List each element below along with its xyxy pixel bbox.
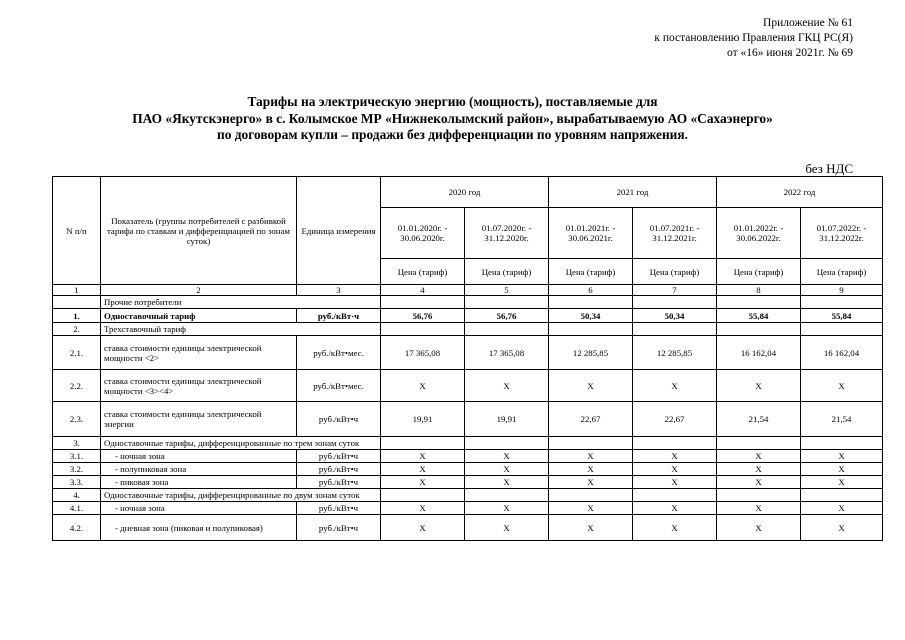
tariff-value: X bbox=[381, 463, 465, 476]
empty-cell bbox=[381, 323, 465, 336]
header-period: 01.01.2021г. - 30.06.2021г. bbox=[549, 208, 633, 259]
row-unit: руб./кВт•мес. bbox=[297, 336, 381, 370]
tariff-value: 17 365,08 bbox=[381, 336, 465, 370]
col-number: 5 bbox=[465, 285, 549, 296]
col-number: 9 bbox=[801, 285, 883, 296]
tariff-value: 55,84 bbox=[717, 309, 801, 323]
group-label: Трехставочный тариф bbox=[101, 323, 381, 336]
row-label: - дневная зона (пиковая и полупиковая) bbox=[101, 515, 297, 541]
empty-cell bbox=[801, 437, 883, 450]
table-row bbox=[53, 463, 883, 476]
tariff-value: X bbox=[801, 370, 883, 402]
row-label: Одноставочный тариф bbox=[101, 309, 297, 323]
table-row bbox=[53, 309, 883, 323]
tariff-value: X bbox=[633, 515, 717, 541]
row-unit: руб./кВт•ч bbox=[297, 502, 381, 515]
table-row bbox=[53, 450, 883, 463]
empty-cell bbox=[465, 489, 549, 502]
table-row bbox=[53, 402, 883, 437]
header-price: Цена (тариф) bbox=[633, 259, 717, 285]
row-number: 2. bbox=[53, 323, 101, 336]
header-price: Цена (тариф) bbox=[801, 259, 883, 285]
tariff-value: X bbox=[549, 450, 633, 463]
tariff-table bbox=[52, 176, 883, 541]
empty-cell bbox=[381, 489, 465, 502]
title-line-3: по договорам купли – продажи без дифференциации по уровням напряжения. bbox=[217, 127, 688, 142]
row-number: 3.3. bbox=[53, 476, 101, 489]
tariff-value: X bbox=[801, 502, 883, 515]
table-group-row bbox=[53, 296, 883, 309]
header-period: 01.07.2021г. - 31.12.2021г. bbox=[633, 208, 717, 259]
row-number bbox=[53, 296, 101, 309]
empty-cell bbox=[801, 489, 883, 502]
tariff-value: 22,67 bbox=[549, 402, 633, 437]
tariff-value: 56,76 bbox=[381, 309, 465, 323]
appendix-block bbox=[654, 16, 853, 61]
tariff-value: X bbox=[549, 370, 633, 402]
empty-cell bbox=[381, 296, 465, 309]
tariff-value: X bbox=[801, 476, 883, 489]
row-label: ставка стоимости единицы электрической энергии bbox=[101, 402, 297, 437]
tariff-value: X bbox=[717, 476, 801, 489]
empty-cell bbox=[549, 323, 633, 336]
header-price: Цена (тариф) bbox=[717, 259, 801, 285]
row-unit: руб./кВт·ч bbox=[297, 309, 381, 323]
row-number: 4.1. bbox=[53, 502, 101, 515]
tariff-value: X bbox=[549, 476, 633, 489]
col-number: 7 bbox=[633, 285, 717, 296]
tariff-value: X bbox=[633, 463, 717, 476]
header-unit: Единица измерения bbox=[297, 177, 381, 285]
row-unit: руб./кВт•ч bbox=[297, 463, 381, 476]
tariff-value: X bbox=[801, 515, 883, 541]
tariff-value: X bbox=[717, 463, 801, 476]
header-indicator: Показатель (группы потребителей с разбивкой тарифа по ставкам и дифференциацией по зонам суток) bbox=[101, 177, 297, 285]
tariff-value: 19,91 bbox=[465, 402, 549, 437]
row-label: - ночная зона bbox=[101, 502, 297, 515]
tariff-value: X bbox=[717, 450, 801, 463]
row-unit: руб./кВт•ч bbox=[297, 515, 381, 541]
row-number: 1. bbox=[53, 309, 101, 323]
document-title bbox=[0, 94, 905, 144]
tariff-value: X bbox=[381, 450, 465, 463]
header-num: N п/п bbox=[53, 177, 101, 285]
table-group-row bbox=[53, 489, 883, 502]
tariff-value: 16 162,04 bbox=[717, 336, 801, 370]
tariff-value: 21,54 bbox=[717, 402, 801, 437]
tariff-value: 55,84 bbox=[801, 309, 883, 323]
tariff-value: X bbox=[717, 370, 801, 402]
tariff-value: X bbox=[633, 502, 717, 515]
empty-cell bbox=[717, 296, 801, 309]
row-label: ставка стоимости единицы электрической мощности <3><4> bbox=[101, 370, 297, 402]
tariff-value: 16 162,04 bbox=[801, 336, 883, 370]
title-line-1: Тарифы на электрическую энергию (мощность), поставляемые для bbox=[247, 94, 658, 109]
tariff-value: 19,91 bbox=[381, 402, 465, 437]
tariff-value: X bbox=[549, 515, 633, 541]
empty-cell bbox=[717, 489, 801, 502]
empty-cell bbox=[717, 323, 801, 336]
table-row bbox=[53, 502, 883, 515]
row-unit: руб./кВт•мес. bbox=[297, 370, 381, 402]
tariff-value: 21,54 bbox=[801, 402, 883, 437]
tariff-value: X bbox=[465, 370, 549, 402]
tariff-value: X bbox=[381, 515, 465, 541]
empty-cell bbox=[801, 323, 883, 336]
row-number: 3. bbox=[53, 437, 101, 450]
tariff-value: 12 285,85 bbox=[549, 336, 633, 370]
empty-cell bbox=[549, 489, 633, 502]
empty-cell bbox=[633, 489, 717, 502]
tariff-value: X bbox=[465, 476, 549, 489]
header-year-2020: 2020 год bbox=[381, 177, 549, 208]
row-unit: руб./кВт•ч bbox=[297, 402, 381, 437]
tariff-value: 22,67 bbox=[633, 402, 717, 437]
header-year-2022: 2022 год bbox=[717, 177, 883, 208]
vat-note: без НДС bbox=[805, 161, 853, 176]
row-number: 2.1. bbox=[53, 336, 101, 370]
tariff-value: X bbox=[465, 450, 549, 463]
col-number: 3 bbox=[297, 285, 381, 296]
tariff-value: 50,34 bbox=[633, 309, 717, 323]
tariff-value: X bbox=[717, 502, 801, 515]
tariff-value: X bbox=[465, 463, 549, 476]
table-row bbox=[53, 476, 883, 489]
row-number: 2.3. bbox=[53, 402, 101, 437]
header-price: Цена (тариф) bbox=[381, 259, 465, 285]
col-number: 6 bbox=[549, 285, 633, 296]
col-number: 1 bbox=[53, 285, 101, 296]
header-period: 01.01.2020г. - 30.06.2020г. bbox=[381, 208, 465, 259]
table-group-row bbox=[53, 437, 883, 450]
col-number: 2 bbox=[101, 285, 297, 296]
header-row-years bbox=[53, 177, 883, 208]
appendix-line-1: Приложение № 61 bbox=[763, 17, 853, 29]
tariff-value: X bbox=[549, 463, 633, 476]
row-label: ставка стоимости единицы электрической мощности <2> bbox=[101, 336, 297, 370]
table-group-row bbox=[53, 323, 883, 336]
group-label: Одноставочные тарифы, дифференцированные по трем зонам суток bbox=[101, 437, 381, 450]
row-label: - полупиковая зона bbox=[101, 463, 297, 476]
tariff-value: X bbox=[633, 476, 717, 489]
group-label: Одноставочные тарифы, дифференцированные по двум зонам суток bbox=[101, 489, 381, 502]
row-unit: руб./кВт•ч bbox=[297, 450, 381, 463]
row-label: - пиковая зона bbox=[101, 476, 297, 489]
col-number: 8 bbox=[717, 285, 801, 296]
empty-cell bbox=[633, 323, 717, 336]
table-row bbox=[53, 515, 883, 541]
col-number: 4 bbox=[381, 285, 465, 296]
header-year-2021: 2021 год bbox=[549, 177, 717, 208]
empty-cell bbox=[381, 437, 465, 450]
tariff-value: 50,34 bbox=[549, 309, 633, 323]
table-row bbox=[53, 370, 883, 402]
tariff-value: X bbox=[633, 370, 717, 402]
empty-cell bbox=[549, 437, 633, 450]
empty-cell bbox=[465, 296, 549, 309]
row-unit: руб./кВт•ч bbox=[297, 476, 381, 489]
header-price: Цена (тариф) bbox=[549, 259, 633, 285]
header-period: 01.07.2022г. - 31.12.2022г. bbox=[801, 208, 883, 259]
tariff-value: 56,76 bbox=[465, 309, 549, 323]
empty-cell bbox=[633, 437, 717, 450]
tariff-value: X bbox=[801, 450, 883, 463]
tariff-value: X bbox=[801, 463, 883, 476]
header-period: 01.01.2022г. - 30.06.2022г. bbox=[717, 208, 801, 259]
row-number: 4.2. bbox=[53, 515, 101, 541]
row-number: 3.1. bbox=[53, 450, 101, 463]
tariff-value: 17 365,08 bbox=[465, 336, 549, 370]
table-row bbox=[53, 336, 883, 370]
header-row-col-numbers bbox=[53, 285, 883, 296]
empty-cell bbox=[549, 296, 633, 309]
empty-cell bbox=[717, 437, 801, 450]
tariff-value: X bbox=[633, 450, 717, 463]
group-label: Прочие потребители bbox=[101, 296, 381, 309]
tariff-value: X bbox=[465, 515, 549, 541]
tariff-value: 12 285,85 bbox=[633, 336, 717, 370]
title-line-2: ПАО «Якутскэнерго» в с. Колымское МР «Нижнеколымский район», вырабатываемую АО «Сахаэнерго» bbox=[132, 110, 773, 126]
header-price: Цена (тариф) bbox=[465, 259, 549, 285]
tariff-value: X bbox=[465, 502, 549, 515]
tariff-value: X bbox=[549, 502, 633, 515]
appendix-line-2: к постановлению Правления ГКЦ РС(Я) bbox=[654, 32, 853, 44]
empty-cell bbox=[465, 437, 549, 450]
tariff-value: X bbox=[381, 476, 465, 489]
row-number: 4. bbox=[53, 489, 101, 502]
empty-cell bbox=[465, 323, 549, 336]
empty-cell bbox=[633, 296, 717, 309]
header-period: 01.07.2020г. - 31.12.2020г. bbox=[465, 208, 549, 259]
tariff-value: X bbox=[381, 502, 465, 515]
tariff-value: X bbox=[381, 370, 465, 402]
row-label: - ночная зона bbox=[101, 450, 297, 463]
appendix-line-3: от «16» июня 2021г. № 69 bbox=[727, 47, 853, 59]
empty-cell bbox=[801, 296, 883, 309]
row-number: 2.2. bbox=[53, 370, 101, 402]
row-number: 3.2. bbox=[53, 463, 101, 476]
tariff-value: X bbox=[717, 515, 801, 541]
